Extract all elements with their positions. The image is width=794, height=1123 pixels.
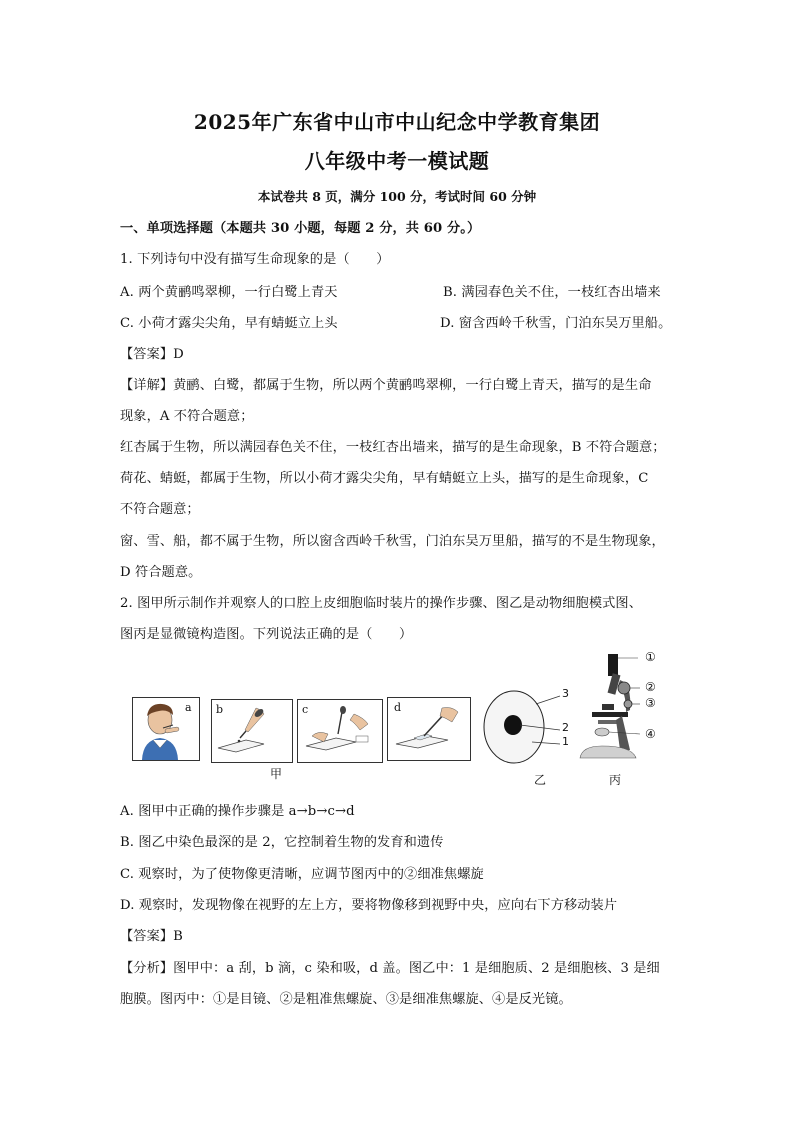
- q2-option-a: A. 图甲中正确的操作步骤是 a→b→c→d: [120, 804, 355, 819]
- exam-info: 本试卷共 8 页，满分 100 分，考试时间 60 分钟: [257, 189, 537, 204]
- cell-label-2: 2: [562, 721, 569, 734]
- q1-option-d: D. 窗含西岭千秋雪，门泊东吴万里船。: [440, 316, 672, 331]
- q1-answer: 【答案】D: [120, 347, 184, 362]
- microscope-label-3: ③: [645, 696, 656, 710]
- q1-explanation-line: 荷花、蜻蜓，都属于生物，所以小荷才露尖尖角，早有蜻蜓立上头，描写的是生命现象，C: [120, 471, 649, 486]
- panel-letter: a: [185, 701, 192, 714]
- q1-option-c: C. 小荷才露尖尖角，早有蜻蜓立上头: [120, 316, 338, 331]
- q1-explanation-line: 红杏属于生物，所以满园春色关不住，一枝红杏出墙来，描写的是生命现象，B 不符合题意；: [120, 440, 666, 455]
- panel-c-staining: [297, 699, 383, 763]
- exam-title: 2025年广东省中山市中山纪念中学教育集团: [193, 110, 601, 134]
- q2-stem-line: 2. 图甲所示制作并观察人的口腔上皮细胞临时装片的操作步骤、图乙是动物细胞模式图、: [120, 596, 642, 611]
- figure-label-bing: 丙: [609, 773, 622, 787]
- microscope-label-1: ①: [645, 650, 656, 664]
- q2-option-d: D. 观察时，发现物像在视野的左上方，要将物像移到视野中央，应向右下方移动装片: [120, 898, 618, 913]
- microscope-diagram: [572, 650, 652, 768]
- q1-explanation-line: 【详解】黄鹂、白鹭，都属于生物，所以两个黄鹂鸣翠柳，一行白鹭上青天，描写的是生命: [120, 378, 652, 393]
- q2-option-b: B. 图乙中染色最深的是 2，它控制着生物的发育和遗传: [120, 835, 444, 850]
- q1-explanation-line: D 符合题意。: [120, 565, 202, 580]
- microscope-label-2: ②: [645, 680, 656, 694]
- dropper-slide-illustration: [212, 700, 292, 762]
- q1-explanation-line: 不符合题意；: [120, 502, 200, 517]
- q2-figure: [120, 650, 680, 790]
- q1-explanation-line: 窗、雪、船，都不属于生物，所以窗含西岭千秋雪，门泊东吴万里船，描写的不是生物现象，: [120, 534, 665, 549]
- q2-answer: 【答案】B: [120, 929, 183, 944]
- q2-analysis-line: 胞膜。图丙中：①是目镜、②是粗准焦螺旋、③是细准焦螺旋、④是反光镜。: [120, 992, 572, 1007]
- panel-letter: b: [216, 703, 224, 716]
- staining-illustration: [298, 700, 382, 762]
- q2-option-c: C. 观察时，为了使物像更清晰，应调节图丙中的②细准焦螺旋: [120, 867, 484, 882]
- q1-explanation-line: 现象，A 不符合题意；: [120, 409, 254, 424]
- q1-option-a: A. 两个黄鹂鸣翠柳，一行白鹭上青天: [120, 285, 338, 300]
- cell-label-1: 1: [562, 735, 569, 748]
- panel-letter: c: [302, 703, 309, 716]
- q1-stem: 1. 下列诗句中没有描写生命现象的是（ ）: [120, 252, 390, 267]
- panel-letter: d: [394, 701, 402, 714]
- q1-option-b: B. 满园春色关不住，一枝红杏出墙来: [443, 285, 661, 300]
- section-heading: 一、单项选择题（本题共 30 小题，每题 2 分，共 60 分。）: [120, 221, 481, 236]
- exam-subtitle-grade: 八年级中考一模试题: [304, 149, 490, 173]
- q2-stem-line: 图丙是显微镜构造图。下列说法正确的是（ ）: [120, 627, 413, 642]
- panel-b-dropping: [211, 699, 293, 763]
- panel-a-scraping: [132, 697, 200, 761]
- figure-label-jia: 甲: [270, 767, 283, 781]
- cell-label-3: 3: [562, 687, 569, 700]
- panel-d-covering: [387, 697, 471, 761]
- q2-analysis-line: 【分析】图甲中：a 刮，b 滴，c 染和吸，d 盖。图乙中：1 是细胞质、2 是细胞核、3 是细: [120, 961, 660, 976]
- microscope-label-4: ④: [645, 727, 656, 741]
- figure-label-yi: 乙: [534, 773, 547, 787]
